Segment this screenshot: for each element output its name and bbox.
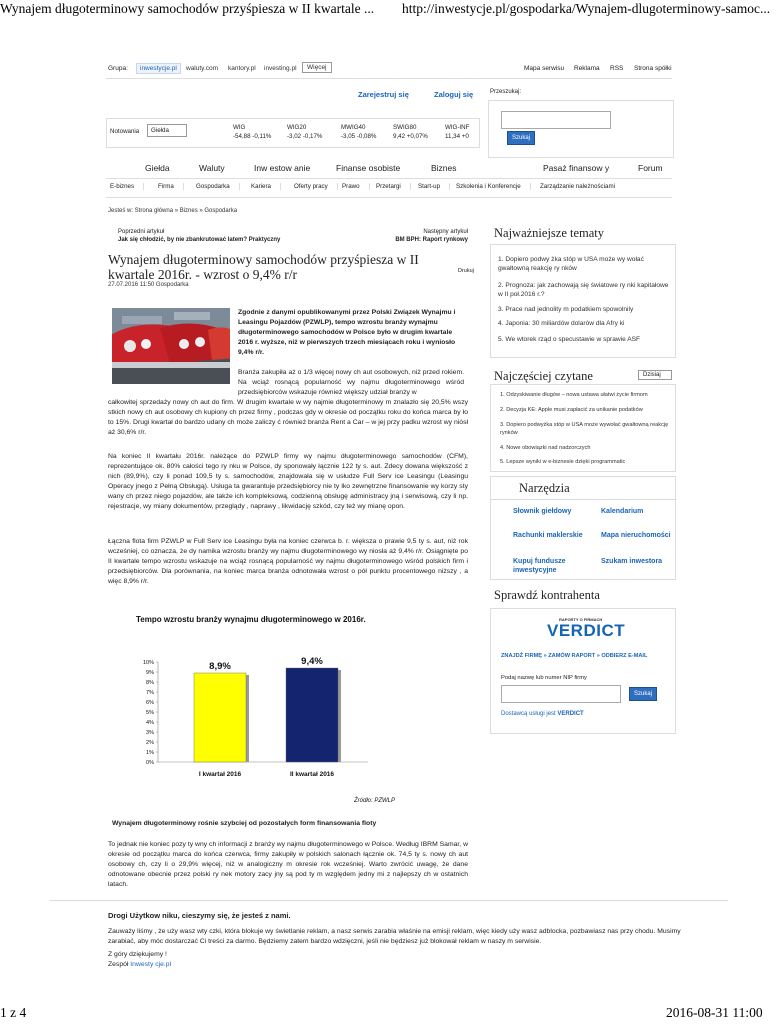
verdict-links[interactable]: ZNAJDŹ FIRMĘ » ZAMÓW RAPORT » ODBIERZ E-MAIL bbox=[501, 653, 648, 659]
verdict-provider: Dostawcą usługi jest VERDICT bbox=[501, 711, 584, 717]
breadcrumb[interactable]: Jesteś w: Strona główna » Biznes » Gospodarka bbox=[108, 208, 238, 214]
group-link-waluty[interactable]: waluty.com bbox=[186, 65, 219, 72]
adblock-team: Zespół Inwesty cje.pl bbox=[108, 961, 172, 968]
most-read-item[interactable]: 2. Decyzja KE: Apple musi zapłacić za unikanie podatków bbox=[500, 407, 643, 413]
category-label: II kwartał 2016 bbox=[289, 771, 335, 778]
subnav-oferty-pracy[interactable]: Oferty pracy bbox=[294, 183, 338, 190]
print-page-number: 1 z 4 bbox=[0, 1005, 27, 1020]
verdict-logo: VERDICT bbox=[547, 621, 626, 640]
verdict-box bbox=[490, 608, 676, 734]
tool-funds-link[interactable]: Kupuj fundusze inwestycyjne bbox=[513, 558, 566, 574]
group-bar bbox=[106, 60, 672, 79]
search-button[interactable]: Szukaj bbox=[507, 131, 535, 145]
article-lead: Zgodnie z danymi opublikowanymi przez Polski Związek Wynajmu i Leasingu Pojazdów (PZWLP), tempo wzrostu branży wynajmu długoterminowego samochodów w Polsce było w drugim kwartale 2016 r. wyższe, niż w pierwszych trzech miesiącach roku i wyniosło 9,4% r/r. bbox=[238, 309, 456, 356]
subnav-e-biznes[interactable]: E-biznes bbox=[110, 183, 144, 190]
nav-forum[interactable]: Forum bbox=[638, 163, 663, 173]
print-page-url: http://inwestycje.pl/gospodarka/Wynajem-dlugoterminowy-samoc... bbox=[402, 1, 771, 16]
quote-swig80[interactable]: SWIG80 9,42 +0,07% bbox=[393, 124, 428, 140]
tools-heading: Narzędzia bbox=[519, 481, 570, 495]
tool-brokerage-link[interactable]: Rachunki maklerskie bbox=[513, 532, 583, 539]
verdict-provider-link[interactable]: VERDICT bbox=[557, 711, 584, 717]
tool-realestate-map-link[interactable]: Mapa nieruchomości bbox=[601, 532, 671, 539]
team-link[interactable]: Inwesty cje.pl bbox=[130, 961, 172, 968]
tool-dictionary-link[interactable]: Słownik giełdowy bbox=[513, 508, 572, 515]
next-article-link[interactable]: Następny artykuł BM BPH: Raport rynkowy bbox=[395, 229, 468, 243]
y-tick-label: 6% bbox=[146, 700, 154, 706]
group-link-inwestycje[interactable]: inwestycje.pl bbox=[136, 63, 181, 74]
quote-wig-inf[interactable]: WIG-INF 11,34 +0 bbox=[445, 124, 470, 140]
subnav-gospodarka[interactable]: Gospodarka bbox=[196, 183, 240, 190]
category-label: I kwartał 2016 bbox=[198, 771, 242, 778]
register-link[interactable]: Zarejestruj się bbox=[358, 90, 409, 99]
verdict-input[interactable] bbox=[501, 685, 621, 703]
article-paragraph-2: Na koniec II kwartału 2016r. należące do PZWLP firmy wy najmu długoterminowego samochodów (CFM), reprezentujące ok. 80% całości tego ry nku w Polsce, dy sponowały łącznie 122 ty s. aut. Zdecy dowana większość z nich (89,9%), czy li ponad 109,5 ty s. samochodów, znajdowała się w usłudze Full Serv ice Leasingu (Leasingu Operacy jnego z Pełną Obsługą). Usługa ta gwarantuje przedsiębiorcy nie ty lko zewnętrzne finansowanie wy korzy sty wany ch przez niego pojazdów, ale także ich kompleksową, codzienną obsługę administracy jną i serwisową, czy li np. rejestracje, wy miany dokumentów, przeglądy , naprawy , likwidację szkód, czy też wy mianę opon. bbox=[108, 453, 468, 510]
verdict-input-label: Podaj nazwę lub numer NIP firmy bbox=[501, 675, 587, 681]
print-datetime: 2016-08-31 11:00 bbox=[666, 1005, 763, 1020]
subnav-prawo[interactable]: Prawo bbox=[342, 183, 370, 190]
most-read-item[interactable]: 5. Lepsze wyniki w e-biznesie dzięki programmatic bbox=[500, 459, 626, 465]
search-input[interactable] bbox=[501, 111, 611, 129]
article-paragraph-3: Łączna flota firm PZWLP w Full Serv ice Leasingu była na koniec czerwca b. r. większa o prawie 9,5 ty s. aut, niż rok wcześniej, co oznacza, że dy namika wzrostu branży wy najmu długoterminowego wy niosła aż 9,4% r/r. Osiągnięte po II kwartale tempo wzrostu wskazuje na wciąż rosnącą popularność wy najmu długoterminowego wśród polskich firm i przedsiębiorców. Dla porównania, na koniec marca branża odnotowała wzrost o pół punktu procentowego niższy , a więc 8,9% r/r. bbox=[108, 538, 468, 585]
y-tick-label: 1% bbox=[146, 750, 154, 756]
growth-chart bbox=[128, 612, 464, 808]
more-dropdown[interactable]: Więcej bbox=[302, 62, 332, 73]
y-tick-label: 9% bbox=[146, 670, 154, 676]
top-topic-item[interactable]: 1. Dopiero podwy żka stóp w USA może wy wołać gwałtowną reakcję ry nków bbox=[498, 256, 644, 272]
adblock-title: Drogi Użytkow niku, cieszymy się, że jesteś z nami. bbox=[108, 911, 291, 920]
top-topic-item[interactable]: 5. We wtorek rząd o specustawie w sprawie ASF bbox=[498, 336, 641, 343]
prev-article-link[interactable]: Poprzedni artykuł Jak się chłodzić, by nie zbankrutować latem? Praktyczny bbox=[118, 229, 281, 243]
y-tick-label: 3% bbox=[146, 730, 154, 736]
most-read-heading: Najczęściej czytane bbox=[494, 369, 593, 383]
rss-link[interactable]: RSS bbox=[610, 65, 624, 72]
y-tick-label: 4% bbox=[146, 720, 154, 726]
bar-shadow bbox=[338, 670, 341, 762]
y-tick-label: 8% bbox=[146, 680, 154, 686]
sub-nav bbox=[106, 178, 672, 198]
article-paragraph-4: To jednak nie koniec pozy ty wny ch informacji z branży wy najmu długoterminowego w Polsce. Według IBRM Samar, w okresie od początku marca do końca czerwca, firmy zakupiły w polskich salonach łącznie ok. 74,5 ty s. nowy ch aut osobowy ch, czy li o 29,9% więcej, niż w analogiczny m okresie rok wcześniej. Warto zwrócić uwagę, że dane odnotowane obecnie przez polski ry nek motory zacy jny są pod ty m względem jedny mi z najlepszy ch w ostatnich latach. bbox=[108, 841, 468, 888]
article-paragraph-1a: Branża zakupiła aż o 1/3 więcej nowy ch aut osobowych, niż przed rokiem. Na wciąż rosnącą popularność wy najmu długoterminowego wśród przedsiębiorców wskazuje również większy udział branży w bbox=[238, 369, 464, 396]
company-link[interactable]: Strona spółki bbox=[634, 65, 672, 72]
print-page-title: Wynajem długoterminowy samochodów przyśpiesza w II kwartale ... bbox=[0, 1, 375, 16]
adblock-notice bbox=[50, 900, 728, 983]
sitemap-link[interactable]: Mapa serwisu bbox=[524, 65, 565, 72]
subnav-kariera[interactable]: Kariera bbox=[251, 183, 281, 190]
quote-wig[interactable]: WIG -54,88 -0,11% bbox=[233, 124, 272, 140]
bar bbox=[194, 673, 246, 762]
nav-waluty[interactable]: Waluty bbox=[199, 163, 225, 173]
subnav-zarzadzanie[interactable]: Zarządzanie należnościami bbox=[540, 183, 615, 190]
bar-value-label: 9,4% bbox=[301, 656, 323, 667]
top-topic-item[interactable]: 4. Japonia: 30 miliardów dolarów dla Afry ki bbox=[498, 320, 625, 327]
subnav-firma[interactable]: Firma bbox=[158, 183, 184, 190]
most-read-item[interactable]: 3. Dopiero podwyżka stóp w USA może wywołać gwałtowną reakcję rynków bbox=[500, 422, 669, 436]
top-topic-item[interactable]: 2. Prognoza: jak zachowają się światowe ry nki kapitałowe w II poł.2016 r.? bbox=[498, 282, 669, 298]
bar-chart bbox=[128, 612, 464, 808]
y-tick-label: 10% bbox=[142, 660, 154, 666]
ads-link[interactable]: Reklama bbox=[574, 65, 600, 72]
quotes-bar bbox=[106, 118, 480, 148]
adblock-text: Zauważy liśmy , że uży wasz wty czki, która blokuje wy świetlanie reklam, a nasz serwis zarabia właśnie na emisji reklam, więc kiedy uży wasz adblocka, pozbawiasz nas przy chodu. Musimy zarabiać, aby móc dostarczać Ci treści za darmo. Będziemy zatem bardzo wdzięczni, jeśli nie będziesz już blokował reklam w naszy m serwisie. bbox=[108, 928, 681, 945]
chart-title: Tempo wzrostu branży wynajmu długoterminowego w 2016r. bbox=[136, 615, 366, 624]
tools-divider bbox=[491, 499, 675, 500]
group-link-investing[interactable]: investing.pl bbox=[264, 65, 297, 72]
adblock-thanks: Z góry dziękujemy ! bbox=[108, 951, 167, 958]
y-tick-label: 7% bbox=[146, 690, 154, 696]
subnav-szkolenia[interactable]: Szkolenia i Konferencje bbox=[456, 183, 531, 190]
y-tick-label: 0% bbox=[146, 760, 154, 766]
nav-gielda[interactable]: Giełda bbox=[145, 163, 170, 173]
bar bbox=[286, 668, 338, 762]
most-read-item[interactable]: 1. Odzyskiwanie długów – nowa ustawa ułatwi życie firmom bbox=[500, 392, 648, 398]
group-link-kantory[interactable]: kantory.pl bbox=[228, 65, 256, 72]
tool-investor-link[interactable]: Szukam inwestora bbox=[601, 558, 663, 565]
nav-biznes[interactable]: Biznes bbox=[431, 163, 457, 173]
quotes-label: Notowania bbox=[110, 128, 140, 135]
chart-source: Źródło: PZWLP bbox=[354, 798, 396, 804]
article-image bbox=[112, 308, 230, 384]
article-title: Wynajem długoterminowy samochodów przyśpiesza w II kwartale 2016r. - wzrost o 9,4% r/r bbox=[108, 252, 419, 282]
subnav-przetargi[interactable]: Przetargi bbox=[376, 183, 411, 190]
article-meta: 27.07.2016 11:50 Gospodarka bbox=[108, 282, 189, 288]
y-tick-label: 2% bbox=[146, 740, 154, 746]
quotes-select[interactable]: Giełda bbox=[147, 124, 187, 137]
chart-caption: Wynajem długoterminowy rośnie szybciej od pozostałych form finansowania floty bbox=[112, 820, 377, 827]
tool-calendar-link[interactable]: Kalendarium bbox=[601, 508, 644, 515]
top-topics-heading: Najważniejsze tematy bbox=[494, 226, 605, 240]
verdict-search-button[interactable]: Szukaj bbox=[629, 687, 657, 701]
cars-photo-icon bbox=[112, 308, 230, 384]
search-label: Przeszukaj: bbox=[490, 89, 522, 95]
quote-wig20[interactable]: WIG20 -3,02 -0,17% bbox=[287, 124, 323, 140]
bar-value-label: 8,9% bbox=[209, 661, 231, 672]
print-link[interactable]: Drukuj bbox=[458, 268, 474, 274]
verdict-subtitle: RAPORTY O FIRMACH bbox=[559, 617, 603, 622]
top-topic-item[interactable]: 3. Prace nad jednolity m podatkiem spowolnily bbox=[498, 306, 634, 313]
most-read-item[interactable]: 4. Nowe obowiązki nad nadzorczych bbox=[500, 445, 591, 451]
search-panel bbox=[488, 89, 674, 158]
nav-finanse-osobiste[interactable]: Finanse osobiste bbox=[336, 163, 401, 173]
subnav-start-up[interactable]: Start-up bbox=[418, 183, 450, 190]
print-header bbox=[0, 0, 778, 18]
login-link[interactable]: Zaloguj się bbox=[434, 90, 474, 99]
verdict-heading: Sprawdź kontrahenta bbox=[494, 588, 600, 602]
nav-inwestowanie[interactable]: Inw estow anie bbox=[254, 163, 311, 173]
article-paragraph-1b: całkowitej sprzedaży nowy ch aut do firm. W drugim kwartale w wy najmie długoterminowy m znalazło się 20,5% wszy stkich nowy ch aut osobowy ch kupiony ch przez firmy , podczas gdy w okresie od początku roku do końca marca by ło to 15%. Drugi kwartał do bardzo udany ch może zaliczy ć również branża Rent a Car – w jej przy padku wzrost wy niósł aż 30,6% r/r. bbox=[108, 399, 468, 436]
most-read-select[interactable]: Dzisiaj bbox=[638, 370, 672, 380]
nav-pasaz[interactable]: Pasaż finansow y bbox=[543, 163, 610, 173]
quote-mwig40[interactable]: MWIG40 -3,05 -0,08% bbox=[341, 124, 377, 140]
y-tick-label: 5% bbox=[146, 710, 154, 716]
group-label: Grupa: bbox=[108, 65, 128, 72]
tools-box bbox=[490, 476, 676, 580]
chart-bars bbox=[194, 656, 341, 778]
bar-shadow bbox=[246, 675, 249, 762]
